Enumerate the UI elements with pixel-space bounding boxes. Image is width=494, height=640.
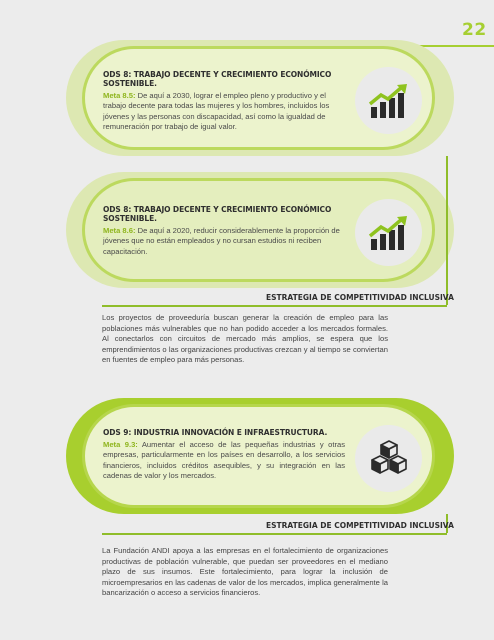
growth-chart-icon	[355, 67, 422, 134]
card-3-title: ODS 9: INDUSTRIA INNOVACIÓN E INFRAESTRUCTURA.	[103, 428, 328, 437]
card-1-body	[103, 91, 348, 133]
strategy-2-rule	[102, 533, 447, 535]
paragraph-2: La Fundación ANDI apoya a las empresas en el fortalecimiento de organizaciones productivas de población vulnerable, que puedan ser proveedores en el mediano plazo de sus insumos. Este fortalecimiento, para lograr la inclusión de microempresarios en las cadenas de valor de los mercados, implica generalmente la bancarización o acceso a servicios financieros.	[102, 546, 388, 597]
card-2-meta-text: De aquí a 2020, reducir considerablemente la proporción de jóvenes que no están empleados y no cursan estudios ni reciben capacitación.	[103, 226, 340, 256]
strategy-label-1: ESTRATEGIA DE COMPETITIVIDAD INCLUSIVA	[266, 293, 454, 302]
page-number: 22	[462, 20, 487, 40]
growth-chart-icon	[355, 199, 422, 266]
card-2-meta-label: Meta 8.6:	[103, 226, 136, 235]
card-1-meta-label: Meta 8.5:	[103, 91, 136, 100]
strategy-label-2: ESTRATEGIA DE COMPETITIVIDAD INCLUSIVA	[266, 521, 454, 530]
connector-line-1	[446, 156, 448, 305]
strategy-1-rule	[102, 305, 447, 307]
card-1-meta-text: De aquí a 2030, lograr el empleo pleno y productivo y el trabajo decente para todas las mujeres y los hombres, incluidos los jóvenes y las personas con discapacidad, así como la igualdad de remuneración por trabajo de igual valor.	[103, 91, 330, 132]
card-3-meta-label: Meta 9.3:	[103, 440, 138, 449]
card-2-body	[103, 226, 348, 257]
card-3-body	[103, 440, 345, 482]
card-1-title: ODS 8: TRABAJO DECENTE Y CRECIMIENTO ECONÓMICO SOSTENIBLE.	[103, 70, 332, 88]
card-3-meta-text: Aumentar el acceso de las pequeñas industrias y otras empresas, particularmente en los países en desarrollo, a los servicios financieros, incluidos créditos asequibles, y su integración en las cadenas de valor y los mercados.	[103, 440, 346, 481]
cubes-icon	[355, 425, 422, 492]
paragraph-1: Los proyectos de proveeduría buscan generar la creación de empleo para las poblaciones más vulnerables que no han podido acceder a los mercados formales. Al conectarlos con circuitos de mercado más amplios, se espera que los emprendimientos o las organizaciones productivas crezcan y al tiempo se conviertan en fuentes de empleo para más personas.	[102, 313, 388, 364]
card-2-title: ODS 8: TRABAJO DECENTE Y CRECIMIENTO ECONÓMICO SOSTENIBLE.	[103, 205, 332, 223]
